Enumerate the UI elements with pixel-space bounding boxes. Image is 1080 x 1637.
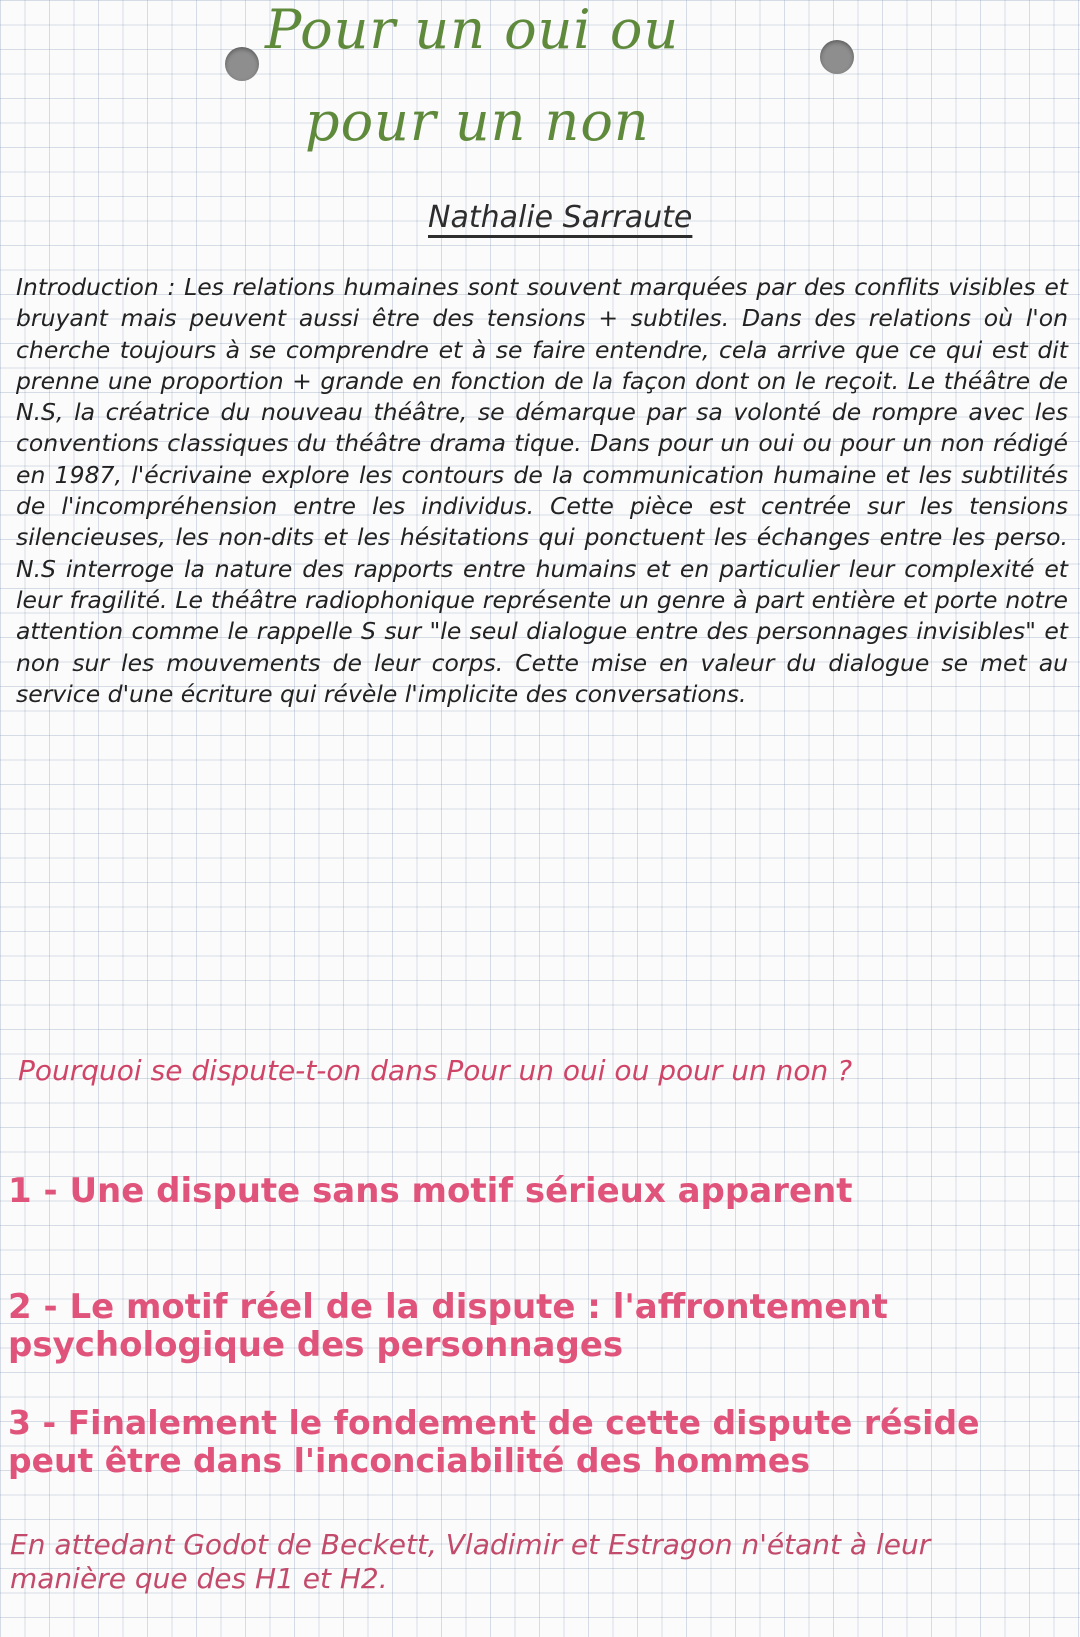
title-line-1: Pour un oui ou — [265, 0, 680, 61]
title-line-2: pour un non — [305, 90, 650, 153]
closing-note: En attedant Godot de Beckett, Vladimir et Estragon n'étant à leur manière que des H1 et H2. — [10, 1528, 931, 1595]
punch-hole-right — [820, 40, 854, 74]
author-name: Nathalie Sarraute — [428, 200, 693, 235]
problematique-question: Pourquoi se dispute-t-on dans Pour un oui ou pour un non ? — [18, 1054, 853, 1087]
section-heading-3: 3 - Finalement le fondement de cette dispute réside peut être dans l'inconciabilité des hommes — [8, 1403, 980, 1480]
punch-hole-left — [225, 47, 259, 81]
introduction-paragraph: Introduction : Les relations humaines sont souvent marquées par des conflits visibles et bruyant mais peuvent aussi être des tensions + subtiles. Dans des relations où l'on cherche toujours à se comprendre et à se faire entendre, cela arrive que ce qui est dit prenne une proportion + grande en fonction de la façon dont on le reçoit. Le théâtre de N.S, la créatrice du nouveau théâtre, se démarque par sa volonté de rompre avec les conventions classiques du théâtre drama tique. Dans pour un oui ou pour un non rédigé en 1987, l'écrivaine explore les contours de la communication humaine et les subtilités de l'incompréhension entre les individus. Cette pièce est centrée sur les tensions silencieuses, les non-dits et les hésitations qui ponctuent les échanges entre les perso. N.S interroge la nature des rapports entre humains et en particulier leur complexité et leur fragilité. Le théâtre radiophonique représente un genre à part entière et porte notre attention comme le rappelle S sur "le seul dialogue entre des personnages invisibles" et non sur les mouvements de leur corps. Cette mise en valeur du dialogue se met au service d'une écriture qui révèle l'implicite des conversations. — [16, 273, 1068, 708]
section-heading-2: 2 - Le motif réel de la dispute : l'affrontement psychologique des personnages — [8, 1287, 888, 1365]
section-heading-1: 1 - Une dispute sans motif sérieux apparent — [8, 1171, 853, 1211]
